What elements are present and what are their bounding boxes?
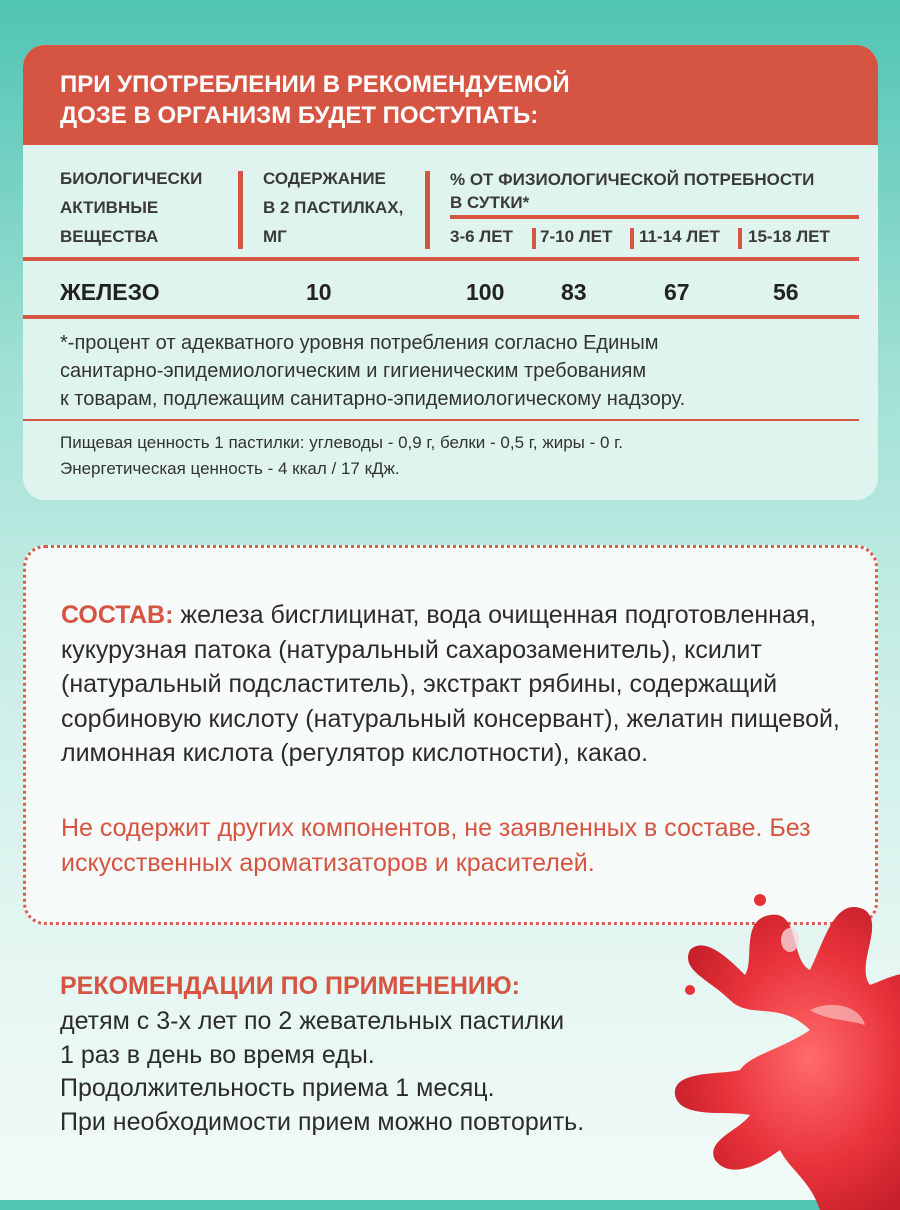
- recommendations-title: РЕКОМЕНДАЦИИ ПО ПРИМЕНЕНИЮ:: [60, 972, 520, 1000]
- composition-label: СОСТАВ:: [61, 601, 174, 629]
- card-header: [23, 45, 878, 145]
- column-header-line: В 2 ПАСТИЛКАХ,: [263, 198, 404, 217]
- column-divider: [238, 171, 243, 249]
- substance-content: 10: [306, 279, 332, 305]
- column-header-line: ВЕЩЕСТВА: [60, 227, 159, 246]
- substance-name: ЖЕЛЕЗО: [60, 279, 160, 305]
- subheader-divider: [450, 215, 859, 219]
- column-header-line: В СУТКИ*: [450, 193, 530, 212]
- column-header-substances: [60, 164, 202, 251]
- percent-value: 100: [466, 279, 505, 305]
- percent-value: 67: [664, 279, 690, 305]
- percent-value: 56: [773, 279, 799, 305]
- nutrition-facts: [60, 430, 860, 482]
- recommendation-line: 1 раз в день во время еды.: [60, 1041, 375, 1069]
- age-group-3-6: 3-6 ЛЕТ: [450, 227, 513, 246]
- recommendation-line: детям с 3-х лет по 2 жевательных пастилки: [60, 1007, 565, 1035]
- column-header-line: СОДЕРЖАНИЕ: [263, 169, 386, 188]
- age-group-7-10: 7-10 ЛЕТ: [540, 227, 613, 246]
- footnote-line: санитарно-эпидемиологическим и гигиеническим требованиям: [60, 360, 647, 382]
- nutrition-card: [23, 45, 878, 500]
- nutrition-line: Пищевая ценность 1 пастилки: углеводы - 0,9 г, белки - 0,5 г, жиры - 0 г.: [60, 433, 624, 452]
- column-header-percent: [450, 168, 814, 214]
- composition-note: Не содержит других компонентов, не заявленных в составе. Без искусственных ароматизаторов и красителей.: [61, 814, 811, 877]
- age-divider: [532, 228, 536, 249]
- header-bottom-divider: [23, 257, 859, 261]
- footnote-divider: [23, 419, 859, 421]
- column-header-line: МГ: [263, 227, 287, 246]
- composition-body: железа бисглицинат, вода очищенная подготовленная, кукурузная патока (натуральный сахарозаменитель), ксилит (натуральный подсластитель), экстракт рябины, содержащий сорбиновую кислоту (натуральный консервант), желатин пищевой, лимонная кислота (регулятор кислотности), какао.: [61, 601, 840, 767]
- age-group-15-18: 15-18 ЛЕТ: [748, 227, 830, 246]
- card-title-line-1: ПРИ УПОТРЕБЛЕНИИ В РЕКОМЕНДУЕМОЙ: [60, 71, 570, 98]
- column-header-content: [263, 164, 403, 251]
- card-title-line-2: ДОЗЕ В ОРГАНИЗМ БУДЕТ ПОСТУПАТЬ:: [60, 102, 539, 129]
- column-header-line: БИОЛОГИЧЕСКИ: [60, 169, 203, 188]
- column-divider: [425, 171, 430, 249]
- age-divider: [630, 228, 634, 249]
- red-splash-graphic: [660, 880, 900, 1210]
- age-divider: [738, 228, 742, 249]
- column-header-line: % ОТ ФИЗИОЛОГИЧЕСКОЙ ПОТРЕБНОСТИ: [450, 170, 815, 189]
- percent-value: 83: [561, 279, 587, 305]
- nutrition-line: Энергетическая ценность - 4 ккал / 17 кДж.: [60, 459, 400, 478]
- age-group-11-14: 11-14 ЛЕТ: [639, 227, 720, 246]
- column-header-line: АКТИВНЫЕ: [60, 198, 159, 217]
- composition-text: [61, 598, 861, 771]
- recommendation-line: При необходимости прием можно повторить.: [60, 1108, 585, 1136]
- footnote-line: к товарам, подлежащим санитарно-эпидемиологическому надзору.: [60, 388, 686, 410]
- footnote: [60, 329, 850, 413]
- row-bottom-divider: [23, 315, 859, 319]
- footnote-line: *-процент от адекватного уровня потребления согласно Единым: [60, 332, 659, 354]
- composition-card: [23, 545, 878, 925]
- recommendation-line: Продолжительность приема 1 месяц.: [60, 1074, 495, 1102]
- card-title: [60, 69, 841, 131]
